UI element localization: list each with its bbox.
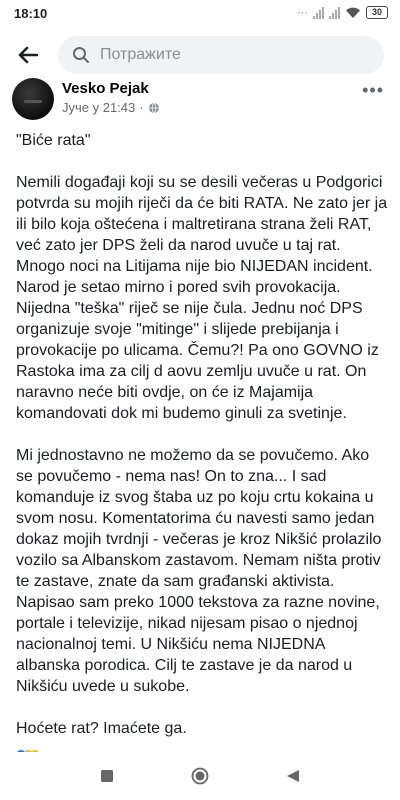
post-paragraph: Nemili događaji koji su se desili večeras u Podgorici potvrda su mojih riječi da će biti RATA. Ne zato jer ja ili bilo koja oštećena i maltretirana strana želi RAT, već zato jer DPS želi da narod uvuče u taj rat. Mnogo noci na Litijama nije bio NIJEDAN incident. Narod je setao mirno i pored svih provokacija. Nijedna "teška" riječ se nije čula. Jednu noć DPS organizuje svoje "mitinge" i slijede prebijanja i provokacije po ulicama. Čemu?! Pa ono GOVNO iz Rastoka ima za cilj d aovu zemlju uvuče u rat. On naravno neće biti ovdje, on će iz Majamija komandovati dok mi budemo ginuli za svetinje.: [16, 174, 388, 422]
status-bar: [0, 0, 400, 28]
post-meta: [62, 100, 160, 115]
globe-icon: [148, 102, 160, 114]
meta-separator: ·: [139, 100, 144, 115]
more-options-button[interactable]: •••: [362, 80, 384, 100]
recents-button[interactable]: [87, 756, 127, 796]
arrow-left-icon: [18, 46, 38, 64]
avatar[interactable]: [12, 78, 54, 120]
post-header: [0, 74, 400, 124]
post-timestamp[interactable]: Јуче у 21:43: [62, 100, 136, 115]
post-author[interactable]: Vesko Pejak: [62, 80, 149, 97]
home-button[interactable]: [180, 756, 220, 796]
post-paragraph: Mi jednostavno ne možemo da se povučemo. Ako se povučemo - nema nas! On to zna... I sad komanduje iz svog štaba uz po koju crtu kokaina u svom nosu. Komentatorima ću navesti samo jedan dokaz mojih tvrdnji - večeras je kroz Nikšić prolazilo vozilo sa Albanskom zastavom. Nemam ništa protiv te zastave, znate da sam građanski aktivista. Napisao sam preko 1000 tekstova za razne novine, portale i televizije, nikad nijesam pisao o njednoj nacionalnoj temi. U Nikšiću nema NIJEDNA albanska porodica. Cilj te zastave je da narod u Nikšiću uvede u sukobe.: [16, 447, 382, 695]
system-nav-bar: [0, 752, 400, 800]
post-body: [16, 130, 388, 760]
more-notifications-icon: ···: [297, 6, 308, 19]
status-icons: [297, 6, 388, 19]
battery-icon: 30: [366, 6, 388, 19]
status-time: 18:10: [14, 6, 48, 21]
back-button[interactable]: [10, 38, 46, 72]
signal-icon-2: [329, 7, 340, 19]
top-bar: [0, 30, 400, 80]
search-placeholder: Потражите: [100, 46, 181, 63]
wifi-icon: [345, 6, 361, 19]
post-paragraph: "Biće rata": [16, 132, 91, 149]
circle-icon: [191, 767, 209, 785]
search-bar[interactable]: [58, 36, 384, 74]
nav-back-button[interactable]: [273, 756, 313, 796]
post-paragraph: Hoćete rat? Imaćete ga.: [16, 720, 187, 737]
square-icon: [101, 770, 113, 782]
triangle-back-icon: [286, 769, 300, 783]
signal-icon: [313, 7, 324, 19]
search-icon: [72, 46, 90, 64]
